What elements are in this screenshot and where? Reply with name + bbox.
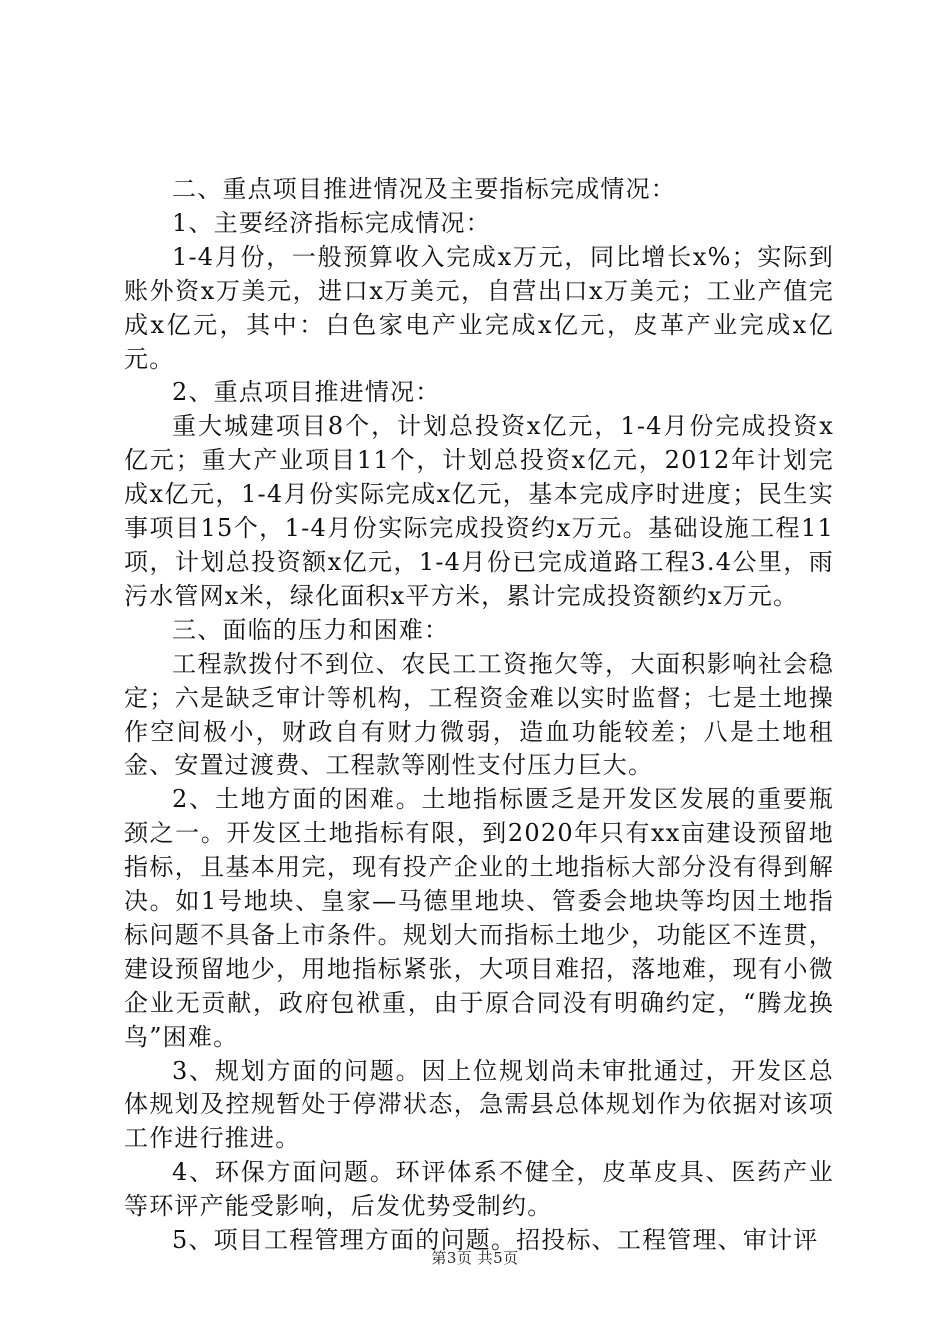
heading-pressures-difficulties: 三、面临的压力和困难： [172, 615, 450, 644]
paragraph-funding-difficulties: 工程款拨付不到位、农民工工资拖欠等，大面积影响社会稳定；六是缺乏审计等机构，工程资金难以实时监督；七是土地操作空间极小，财政自有财力微弱，造血功能较差；八是土地租金、安置过渡费、工程款等刚性支付压力巨大。 [124, 649, 834, 780]
paragraph-environmental-issues: 4、环保方面问题。环评体系不健全，皮革皮具、医药产业等环评产能受影响，后发优势受制约。 [124, 1158, 834, 1221]
paragraph-planning-issues: 3、规划方面的问题。因上位规划尚未审批通过，开发区总体规划及控规暂处于停滞状态，急需县总体规划作为依据对该项工作进行推进。 [124, 1056, 834, 1153]
document-body [124, 173, 834, 1258]
heading-key-projects: 二、重点项目推进情况及主要指标完成情况： [172, 175, 676, 203]
subheading-key-project-progress: 2、重点项目推进情况： [172, 378, 441, 407]
paragraph-economic-indicators: 1-4月份，一般预算收入完成x万元，同比增长x%；实际到账外资x万美元，进口x万美元，自营出口x万美元；工业产值完成x亿元，其中：白色家电产业完成x亿元，皮革产业完成x亿元。 [124, 242, 834, 373]
page-number-footer: 第3页 共5页 [431, 1249, 519, 1267]
paragraph-project-management-issues: 5、项目工程管理方面的问题。招投标、工程管理、审计评 [172, 1226, 819, 1255]
paragraph-key-project-progress: 重大城建项目8个，计划总投资x亿元，1-4月份完成投资x亿元；重大产业项目11个，计划总投资x亿元，2012年计划完成x亿元，1-4月份实际完成x亿元，基本完成序时进度；民生实事项目15个，1-4月份实际完成投资约x万元。基础设施工程11项，计划总投资额x亿元，1-4月份已完成道路工程3.4公里，雨污水管网x米，绿化面积x平方米，累计完成投资额约x万元。 [124, 412, 834, 610]
paragraph-land-difficulties: 2、土地方面的困难。土地指标匮乏是开发区发展的重要瓶颈之一。开发区土地指标有限，到2020年只有xx亩建设预留地指标，且基本用完，现有投产企业的土地指标大部分没有得到解决。如1号地块、皇家—马德里地块、管委会地块等均因土地指标问题不具备上市条件。规划大而指标土地少，功能区不连贯，建设预留地少，用地指标紧张，大项目难招，落地难，现有小微企业无贡献，政府包袱重，由于原合同没有明确约定，“腾龙换鸟”困难。 [124, 785, 834, 1051]
subheading-economic-indicators: 1、主要经济指标完成情况： [172, 208, 491, 237]
